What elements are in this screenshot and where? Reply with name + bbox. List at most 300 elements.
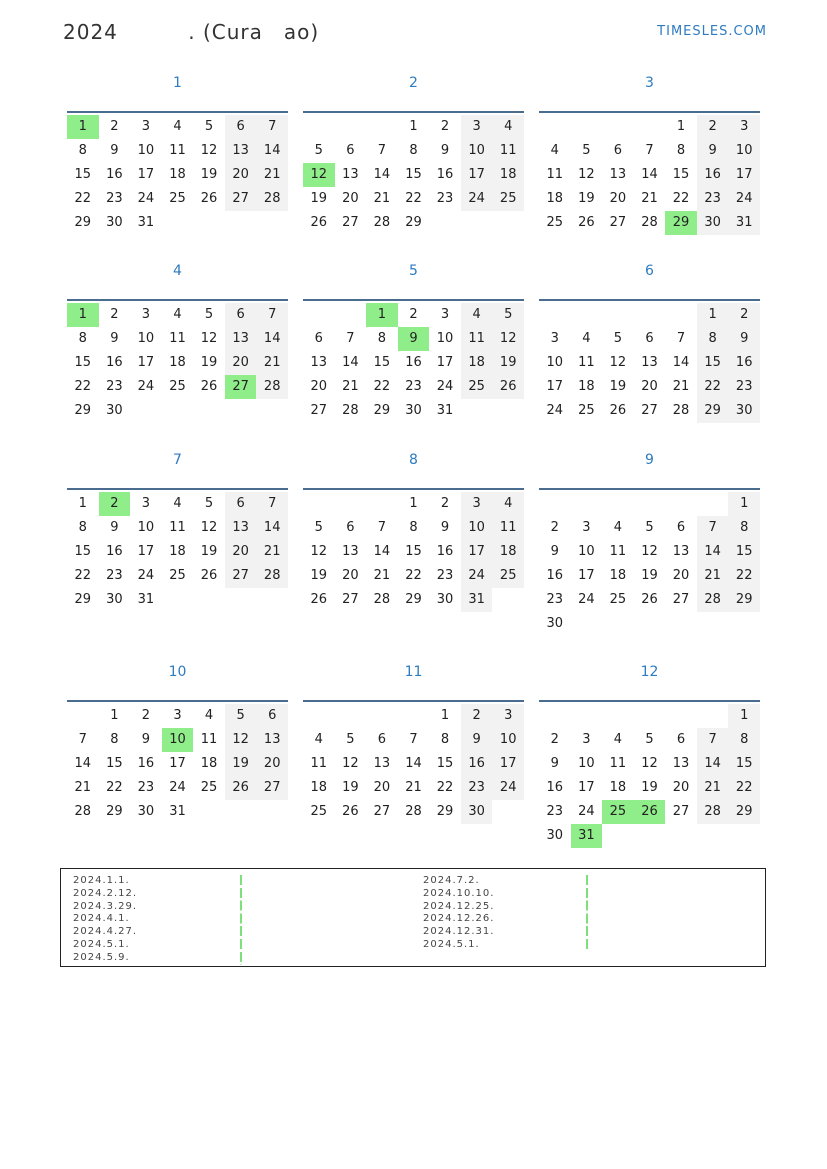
day-cell: 11 (310, 756, 328, 771)
day-cell: 7 (645, 143, 654, 158)
day-cell: 13 (373, 756, 391, 771)
holiday-day-cell: 1 (67, 303, 99, 327)
day-cell: 19 (641, 780, 658, 795)
day-cell: 12 (342, 756, 359, 771)
day-cell: 17 (137, 167, 155, 182)
day-cell: 21 (697, 564, 729, 588)
day-cell: 13 (641, 355, 658, 370)
day-cell: 10 (546, 355, 564, 370)
day-cell: 6 (314, 331, 323, 346)
day-cell: 28 (256, 187, 288, 211)
day-cell: 18 (461, 351, 493, 375)
day-cell: 14 (373, 544, 391, 559)
month-title: 12 (640, 664, 659, 680)
day-cell: 13 (342, 167, 359, 182)
day-cell: 6 (256, 704, 288, 728)
day-cell: 14 (256, 327, 288, 351)
day-cell: 19 (342, 780, 359, 795)
day-cell: 12 (609, 355, 627, 370)
legend-date: 2024.2.12. (73, 887, 138, 899)
day-cell: 6 (676, 520, 686, 535)
day-cell: 16 (461, 752, 493, 776)
holiday-day-cell: 1 (366, 303, 398, 327)
day-cell: 18 (609, 780, 627, 795)
day-cell: 20 (342, 568, 359, 583)
day-cell: 9 (550, 756, 559, 771)
day-cell: 13 (609, 167, 627, 182)
day-cell: 10 (436, 331, 454, 346)
day-cell: 21 (74, 780, 92, 795)
day-cell: 17 (169, 756, 186, 771)
legend-date: 2024.3.29. (73, 900, 138, 912)
day-cell: 9 (461, 728, 493, 752)
day-cell: 28 (405, 804, 422, 819)
month-grid (303, 488, 524, 614)
day-cell: 21 (373, 568, 391, 583)
day-cell: 1 (409, 119, 418, 134)
day-cell: 3 (173, 708, 182, 723)
day-cell: 22 (74, 568, 92, 583)
day-cell: 9 (697, 139, 729, 163)
legend-date: 2024.12.26. (423, 913, 495, 925)
day-cell: 21 (405, 780, 422, 795)
day-cell: 23 (728, 375, 760, 399)
day-cell: 27 (225, 187, 257, 211)
day-cell: 16 (546, 780, 564, 795)
holiday-day-cell: 10 (162, 728, 194, 752)
day-cell: 31 (169, 804, 186, 819)
day-cell: 20 (609, 191, 627, 206)
day-cell: 29 (373, 403, 391, 418)
day-cell: 5 (204, 496, 214, 511)
legend-date: 2024.4.27. (73, 926, 138, 938)
day-cell: 12 (578, 167, 595, 182)
day-cell: 26 (492, 375, 524, 399)
day-cell: 26 (225, 776, 257, 800)
day-cell: 18 (578, 379, 595, 394)
day-cell: 6 (613, 143, 623, 158)
day-cell: 2 (550, 732, 559, 747)
month-title: 1 (173, 75, 182, 91)
day-cell: 21 (256, 540, 288, 564)
day-cell: 12 (200, 143, 218, 158)
day-cell: 4 (173, 307, 182, 322)
day-cell: 21 (641, 191, 658, 206)
day-cell: 2 (440, 496, 450, 511)
day-cell: 27 (225, 564, 257, 588)
day-cell: 19 (200, 544, 218, 559)
day-cell: 9 (110, 143, 119, 158)
day-cell: 21 (256, 351, 288, 375)
day-cell: 21 (342, 379, 359, 394)
day-cell: 16 (137, 756, 155, 771)
day-cell: 25 (492, 564, 524, 588)
day-cell: 23 (405, 379, 422, 394)
day-cell: 27 (342, 592, 359, 607)
legend-date: 2024.5.9. (73, 951, 130, 963)
day-cell: 2 (461, 704, 493, 728)
day-cell: 12 (641, 544, 658, 559)
month-title: 9 (645, 452, 654, 468)
day-cell: 16 (106, 167, 123, 182)
day-cell: 20 (310, 379, 328, 394)
day-cell: 2 (110, 119, 119, 134)
day-cell: 12 (225, 728, 257, 752)
day-cell: 9 (440, 143, 450, 158)
day-cell: 18 (169, 355, 186, 370)
day-cell: 5 (225, 704, 257, 728)
holiday-day-cell: 25 (602, 800, 634, 824)
day-cell: 3 (461, 492, 493, 516)
day-cell: 24 (461, 187, 493, 211)
day-cell: 27 (256, 776, 288, 800)
legend-date: 2024.1.1. (73, 875, 130, 886)
day-cell: 16 (728, 351, 760, 375)
day-cell: 5 (204, 307, 214, 322)
day-cell: 17 (461, 540, 493, 564)
day-cell: 7 (256, 115, 288, 139)
day-cell: 6 (346, 143, 355, 158)
day-cell: 3 (141, 496, 151, 511)
day-cell: 25 (169, 379, 186, 394)
day-cell: 15 (697, 351, 729, 375)
day-cell: 6 (225, 492, 257, 516)
day-cell: 7 (676, 331, 686, 346)
day-cell: 5 (346, 732, 355, 747)
day-cell: 23 (137, 780, 155, 795)
day-cell: 19 (609, 379, 627, 394)
day-cell: 22 (436, 780, 454, 795)
legend-date: 2024.5.1. (423, 938, 480, 950)
day-cell: 7 (377, 143, 387, 158)
day-cell: 20 (225, 351, 257, 375)
day-cell: 31 (137, 592, 155, 607)
day-cell: 2 (697, 115, 729, 139)
day-cell: 17 (461, 163, 493, 187)
day-cell: 20 (256, 752, 288, 776)
day-cell: 19 (225, 752, 257, 776)
day-cell: 17 (137, 544, 155, 559)
month-title: 2 (409, 75, 418, 91)
day-cell: 12 (200, 520, 218, 535)
day-cell: 10 (137, 143, 155, 158)
day-cell: 29 (697, 399, 729, 423)
day-cell: 28 (697, 800, 729, 824)
day-cell: 20 (373, 780, 391, 795)
holiday-legend (60, 868, 766, 967)
day-cell: 21 (256, 163, 288, 187)
day-cell: 28 (74, 804, 92, 819)
day-cell: 17 (436, 355, 454, 370)
day-cell: 11 (200, 732, 218, 747)
day-cell: 15 (728, 540, 760, 564)
day-cell: 26 (609, 403, 627, 418)
day-cell: 15 (405, 167, 422, 182)
day-cell: 30 (436, 592, 454, 607)
day-cell: 13 (672, 544, 690, 559)
site-link[interactable]: TIMESLES.COM (657, 24, 767, 39)
day-cell: 30 (106, 592, 123, 607)
day-cell: 9 (141, 732, 151, 747)
day-cell: 28 (697, 588, 729, 612)
day-cell: 9 (550, 544, 559, 559)
day-cell: 17 (578, 568, 595, 583)
day-cell: 11 (169, 331, 186, 346)
month-grid (539, 111, 760, 237)
day-cell: 27 (672, 804, 690, 819)
day-cell: 19 (641, 568, 658, 583)
day-cell: 29 (74, 215, 92, 230)
day-cell: 25 (492, 187, 524, 211)
day-cell: 31 (461, 588, 493, 612)
day-cell: 26 (342, 804, 359, 819)
holiday-day-cell: 12 (303, 163, 335, 187)
day-cell: 27 (373, 804, 391, 819)
day-cell: 8 (78, 520, 87, 535)
day-cell: 21 (672, 379, 690, 394)
day-cell: 17 (137, 355, 155, 370)
day-cell: 8 (78, 331, 87, 346)
day-cell: 6 (346, 520, 355, 535)
month-title: 11 (404, 664, 423, 680)
day-cell: 30 (137, 804, 155, 819)
day-cell: 4 (550, 143, 559, 158)
day-cell: 17 (546, 379, 564, 394)
day-cell: 2 (141, 708, 151, 723)
day-cell: 4 (492, 115, 524, 139)
day-cell: 16 (106, 355, 123, 370)
month-grid (303, 299, 524, 425)
day-cell: 28 (256, 375, 288, 399)
day-cell: 25 (578, 403, 595, 418)
day-cell: 14 (256, 139, 288, 163)
day-cell: 18 (310, 780, 328, 795)
day-cell: 20 (672, 568, 690, 583)
day-cell: 13 (342, 544, 359, 559)
day-cell: 27 (641, 403, 658, 418)
month-grid (539, 700, 760, 850)
day-cell: 15 (373, 355, 391, 370)
day-cell: 24 (578, 804, 595, 819)
day-cell: 7 (256, 492, 288, 516)
day-cell: 22 (74, 379, 92, 394)
day-cell: 3 (141, 119, 151, 134)
day-cell: 16 (436, 167, 454, 182)
day-cell: 20 (672, 780, 690, 795)
day-cell: 8 (440, 732, 450, 747)
month-title: 4 (173, 263, 182, 279)
day-cell: 6 (377, 732, 387, 747)
day-cell: 20 (641, 379, 658, 394)
day-cell: 16 (405, 355, 422, 370)
legend-holiday-marker (240, 875, 242, 965)
day-cell: 5 (645, 520, 654, 535)
day-cell: 28 (641, 215, 658, 230)
day-cell: 29 (74, 403, 92, 418)
day-cell: 6 (676, 732, 686, 747)
day-cell: 5 (314, 520, 323, 535)
day-cell: 4 (613, 520, 623, 535)
day-cell: 1 (78, 496, 87, 511)
day-cell: 10 (728, 139, 760, 163)
day-cell: 22 (405, 191, 422, 206)
day-cell: 29 (106, 804, 123, 819)
legend-holiday-marker (586, 875, 588, 952)
day-cell: 25 (461, 375, 493, 399)
day-cell: 29 (405, 215, 422, 230)
day-cell: 16 (436, 544, 454, 559)
day-cell: 24 (169, 780, 186, 795)
day-cell: 18 (200, 756, 218, 771)
month-grid (303, 700, 524, 826)
day-cell: 4 (173, 119, 182, 134)
day-cell: 27 (310, 403, 328, 418)
day-cell: 28 (672, 403, 690, 418)
day-cell: 13 (225, 139, 257, 163)
day-cell: 13 (225, 516, 257, 540)
holiday-day-cell: 26 (634, 800, 666, 824)
day-cell: 17 (578, 780, 595, 795)
day-cell: 19 (200, 167, 218, 182)
month-title: 8 (409, 452, 418, 468)
day-cell: 30 (546, 828, 564, 843)
month-grid (67, 700, 288, 826)
day-cell: 24 (137, 379, 155, 394)
day-cell: 11 (609, 544, 627, 559)
day-cell: 30 (106, 403, 123, 418)
legend-date: 2024.7.2. (423, 875, 480, 886)
day-cell: 10 (492, 728, 524, 752)
day-cell: 15 (74, 167, 92, 182)
day-cell: 25 (546, 215, 564, 230)
day-cell: 2 (110, 307, 119, 322)
day-cell: 22 (106, 780, 123, 795)
day-cell: 23 (106, 379, 123, 394)
day-cell: 26 (310, 592, 328, 607)
day-cell: 8 (110, 732, 119, 747)
day-cell: 25 (169, 568, 186, 583)
day-cell: 1 (697, 303, 729, 327)
day-cell: 5 (314, 143, 323, 158)
day-cell: 31 (137, 215, 155, 230)
month-grid (67, 299, 288, 425)
day-cell: 1 (728, 704, 760, 728)
day-cell: 8 (676, 143, 686, 158)
day-cell: 3 (461, 115, 493, 139)
day-cell: 4 (492, 492, 524, 516)
day-cell: 7 (697, 728, 729, 752)
day-cell: 19 (200, 355, 218, 370)
day-cell: 7 (409, 732, 418, 747)
day-cell: 14 (405, 756, 422, 771)
day-cell: 2 (409, 307, 418, 322)
day-cell: 24 (728, 187, 760, 211)
day-cell: 7 (697, 516, 729, 540)
day-cell: 27 (672, 592, 690, 607)
day-cell: 18 (546, 191, 564, 206)
month-grid (539, 299, 760, 425)
day-cell: 11 (492, 139, 524, 163)
day-cell: 10 (137, 331, 155, 346)
day-cell: 4 (461, 303, 493, 327)
day-cell: 20 (225, 163, 257, 187)
day-cell: 31 (728, 211, 760, 235)
day-cell: 30 (106, 215, 123, 230)
day-cell: 20 (225, 540, 257, 564)
day-cell: 1 (676, 119, 686, 134)
day-cell: 8 (409, 143, 418, 158)
day-cell: 11 (169, 143, 186, 158)
day-cell: 26 (578, 215, 595, 230)
day-cell: 8 (409, 520, 418, 535)
day-cell: 22 (373, 379, 391, 394)
day-cell: 22 (672, 191, 690, 206)
day-cell: 18 (169, 167, 186, 182)
day-cell: 30 (697, 211, 729, 235)
day-cell: 15 (74, 544, 92, 559)
day-cell: 3 (728, 115, 760, 139)
day-cell: 23 (106, 191, 123, 206)
day-cell: 1 (110, 708, 119, 723)
day-cell: 30 (728, 399, 760, 423)
day-cell: 28 (342, 403, 359, 418)
month-grid (303, 111, 524, 237)
day-cell: 29 (728, 800, 760, 824)
day-cell: 24 (461, 564, 493, 588)
day-cell: 27 (342, 215, 359, 230)
day-cell: 13 (672, 756, 690, 771)
day-cell: 14 (697, 540, 729, 564)
day-cell: 9 (110, 331, 119, 346)
day-cell: 27 (609, 215, 627, 230)
day-cell: 14 (672, 355, 690, 370)
day-cell: 23 (546, 592, 564, 607)
legend-dates-right (423, 875, 494, 952)
day-cell: 18 (609, 568, 627, 583)
day-cell: 19 (578, 191, 595, 206)
day-cell: 18 (492, 540, 524, 564)
day-cell: 6 (225, 303, 257, 327)
day-cell: 9 (728, 327, 760, 351)
legend-date: 2024.5.1. (73, 938, 130, 950)
day-cell: 10 (461, 139, 493, 163)
day-cell: 18 (169, 544, 186, 559)
legend-dates-left (73, 875, 137, 965)
day-cell: 26 (200, 191, 218, 206)
day-cell: 7 (78, 732, 87, 747)
day-cell: 21 (697, 776, 729, 800)
day-cell: 15 (106, 756, 123, 771)
day-cell: 2 (440, 119, 450, 134)
day-cell: 15 (672, 167, 690, 182)
day-cell: 10 (578, 544, 595, 559)
day-cell: 14 (697, 752, 729, 776)
day-cell: 24 (492, 776, 524, 800)
day-cell: 22 (728, 776, 760, 800)
day-cell: 11 (461, 327, 493, 351)
day-cell: 3 (582, 732, 591, 747)
day-cell: 7 (377, 520, 387, 535)
day-cell: 31 (436, 403, 454, 418)
page-title: 2024 . (Cura ao) (63, 20, 320, 44)
month-title: 3 (645, 75, 654, 91)
day-cell: 8 (728, 728, 760, 752)
day-cell: 7 (256, 303, 288, 327)
day-cell: 26 (641, 592, 658, 607)
day-cell: 25 (169, 191, 186, 206)
day-cell: 22 (405, 568, 422, 583)
day-cell: 6 (645, 331, 654, 346)
